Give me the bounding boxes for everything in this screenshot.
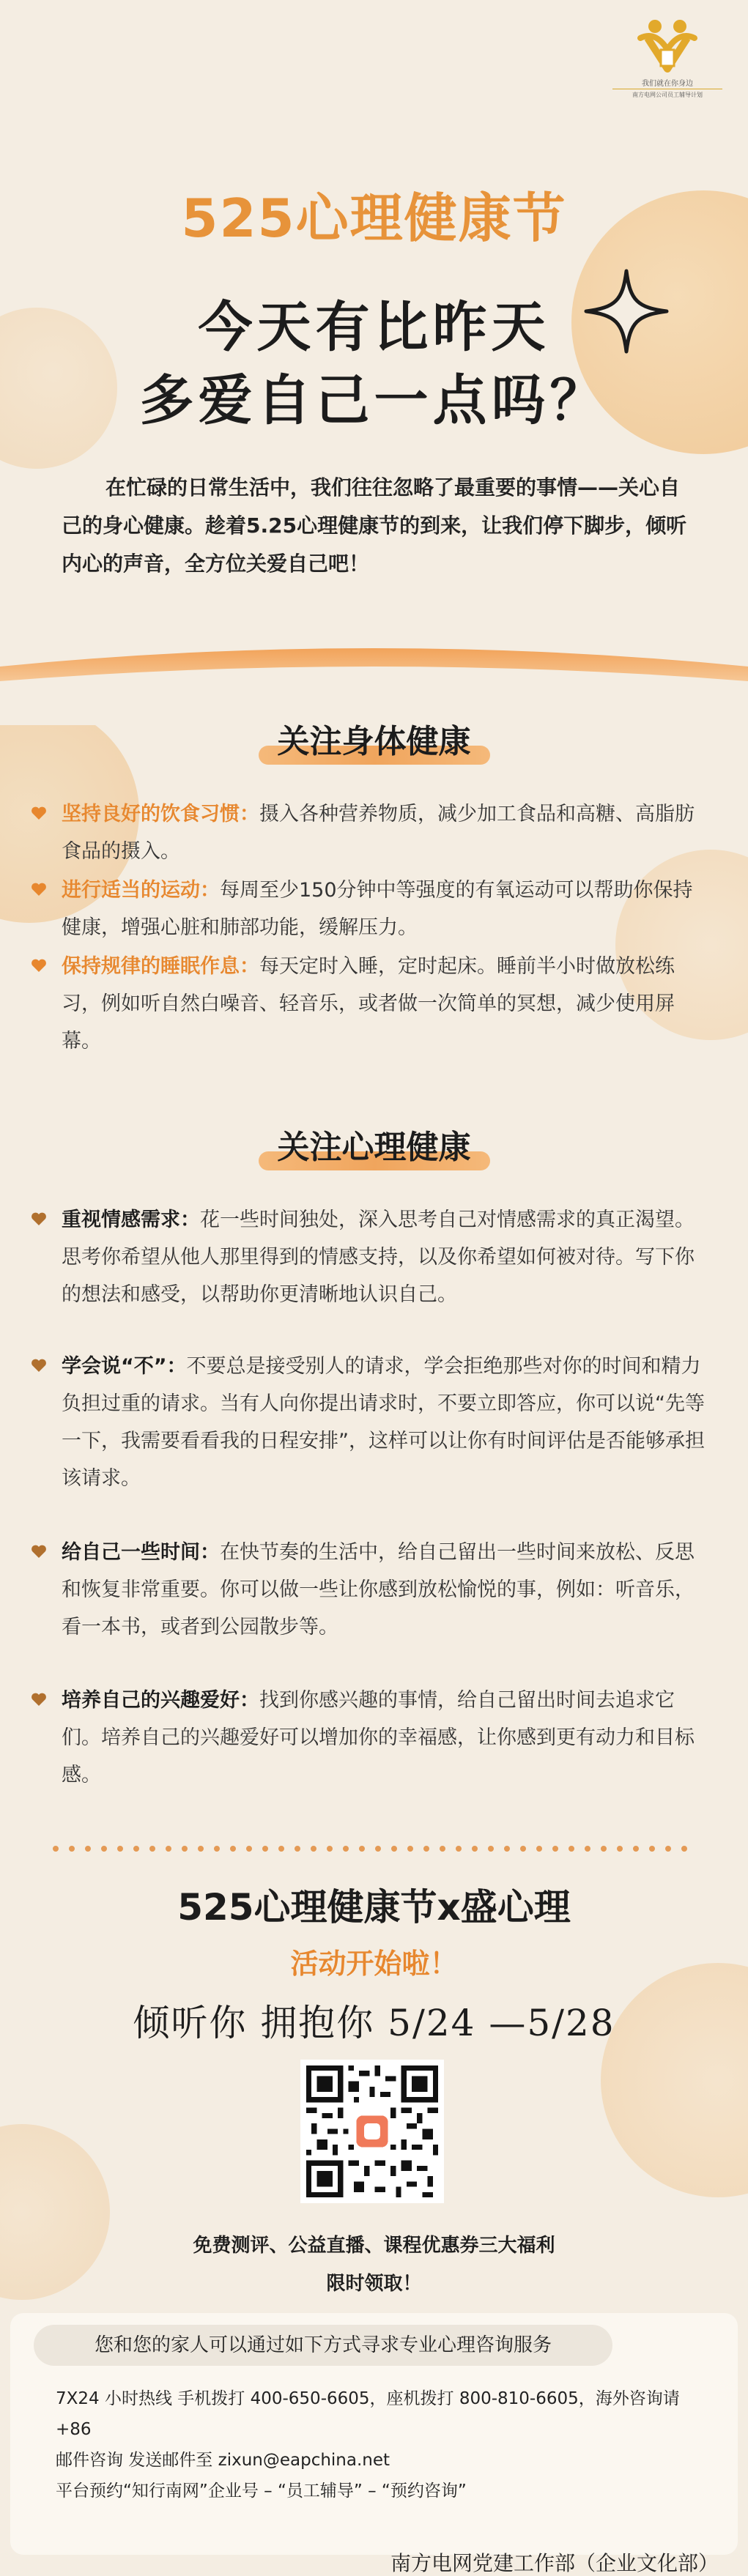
intro-paragraph: 在忙碌的日常生活中，我们往往忽略了最重要的事情——关心自己的身心健康。趁着5.25心理健康节的到来，让我们停下脚步，倾听内心的声音，全方位关爱自己吧！	[62, 475, 687, 576]
item-lead: 进行适当的运动：	[62, 879, 220, 902]
item-text: 找到你感兴趣的事情，给自己留出时间去追求它们。培养自己的兴趣爱好可以增加你的幸福感，让你感到更有动力和目标感。	[62, 1689, 695, 1786]
list-item	[31, 948, 705, 1060]
email-text: 邮件咨询 发送邮件至 zixun@eapchina.net	[56, 2451, 390, 2470]
item-text: 摄入各种营养物质，减少加工食品和高糖、高脂肪食品的摄入。	[62, 803, 695, 863]
people-logo-icon	[634, 16, 700, 76]
sparkle-icon	[583, 268, 670, 355]
heart-icon	[31, 882, 47, 897]
event-start: 活动开始啦！	[290, 1948, 458, 1980]
item-text: 在快节奏的生活中，给自己留出一些时间来放松、反思和恢复非常重要。你可以做一些让你感到放松愉悦的事，例如：听音乐，看一本书，或者到公园散步等。	[62, 1541, 695, 1638]
hotline-text: 7X24 小时热线 手机拨打 400-650-6605，座机拨打 800-810-6605，海外咨询请 +86	[56, 2389, 680, 2439]
brand-logo	[612, 16, 722, 99]
section-heading-text: 关注身体健康	[272, 715, 477, 762]
event-benefits	[0, 2227, 748, 2303]
contact-heading: 您和您的家人可以通过如下方式寻求专业心理咨询服务	[34, 2325, 612, 2366]
qr-code[interactable]	[300, 2060, 444, 2203]
section-heading-text: 关注心理健康	[272, 1121, 477, 1168]
contact-card	[10, 2313, 738, 2555]
contact-details	[56, 2383, 700, 2506]
list-item	[31, 1682, 705, 1794]
dotted-divider	[51, 1844, 696, 1853]
logo-caption: 我们就在你身边	[642, 80, 693, 88]
heart-icon	[31, 1211, 47, 1226]
item-text: 每天定时入睡，定时起床。睡前半小时做放松练习，例如听自然白噪音、轻音乐，或者做一次简单的冥想，减少使用屏幕。	[62, 955, 675, 1053]
heart-icon	[31, 958, 47, 973]
heart-icon	[31, 1692, 47, 1707]
event-title: 525心理健康节x盛心理	[177, 1886, 571, 1929]
platform-text: 平台预约“知行南网”企业号 – “员工辅导” – “预约咨询”	[56, 2482, 467, 2501]
list-item	[31, 1348, 705, 1497]
list-item	[31, 1534, 705, 1646]
heart-icon	[31, 1358, 47, 1373]
item-lead: 重视情感需求：	[62, 1209, 200, 1231]
subtitle-line-1: 今天有比昨天	[198, 296, 550, 359]
section-heading-mind	[0, 1121, 748, 1168]
item-lead: 坚持良好的饮食习惯：	[62, 803, 259, 825]
logo-org: 南方电网公司员工辅导计划	[612, 89, 722, 99]
benefits-line-1: 免费测评、公益直播、课程优惠券三大福利	[193, 2235, 555, 2257]
page-title: 525心理健康节	[181, 188, 567, 249]
benefits-line-2: 限时领取！	[326, 2273, 422, 2295]
subtitle-line-2: 多爱自己一点吗？	[139, 369, 609, 432]
list-item	[31, 795, 705, 870]
item-text: 每周至少150分钟中等强度的有氧运动可以帮助你保持健康，增强心脏和肺部功能，缓解压力。	[62, 879, 693, 939]
item-text: 不要总是接受别人的请求，学会拒绝那些对你的时间和精力负担过重的请求。当有人向你提出请求时，不要立即答应，你可以说“先等一下，我需要看看我的日程安排”，这样可以让你有时间评估是否能够承担该请求。	[62, 1355, 705, 1490]
heart-icon	[31, 1544, 47, 1559]
footer-org: 南方电网党建工作部（企业文化部）	[390, 2551, 719, 2575]
list-item	[31, 872, 705, 946]
heart-icon	[31, 806, 47, 820]
section-heading-body	[0, 715, 748, 762]
event-slogan: 倾听你 拥抱你 5/24 —5/28	[133, 2002, 615, 2044]
qr-code-icon	[306, 2065, 438, 2197]
list-item	[31, 1201, 705, 1313]
item-lead: 培养自己的兴趣爱好：	[62, 1689, 259, 1712]
item-lead: 给自己一些时间：	[62, 1541, 220, 1564]
wave-divider	[0, 637, 748, 725]
item-lead: 学会说“不”：	[62, 1355, 187, 1378]
item-text: 花一些时间独处，深入思考自己对情感需求的真正渴望。思考你希望从他人那里得到的情感支持，以及你希望如何被对待。写下你的想法和感受，以帮助你更清晰地认识自己。	[62, 1209, 695, 1306]
item-lead: 保持规律的睡眠作息：	[62, 955, 259, 978]
